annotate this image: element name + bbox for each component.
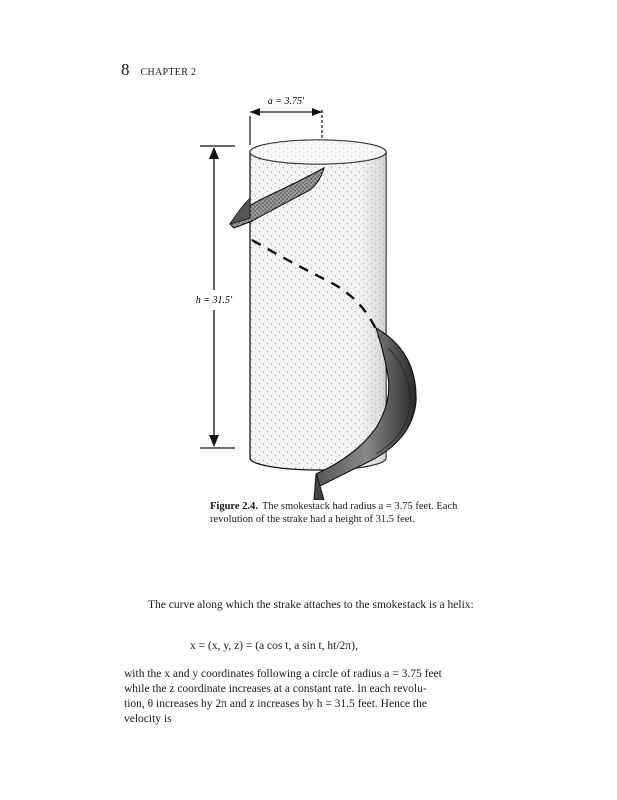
height-arrow-top bbox=[209, 147, 219, 159]
helix-equation: x = (x, y, z) = (a cos t, a sin t, ht/2π), bbox=[190, 640, 358, 652]
smokestack-diagram bbox=[190, 90, 430, 500]
caption-label: Figure 2.4. bbox=[210, 501, 258, 512]
radius-arrow-left bbox=[250, 108, 260, 116]
running-header bbox=[121, 60, 196, 80]
chapter-title: CHAPTER 2 bbox=[140, 67, 197, 78]
paragraph-helix-intro: The curve along which the strake attaches to the smokestack is a helix: bbox=[148, 599, 474, 611]
text-line: while the z coordinate increases at a constant rate. In each revolu- bbox=[124, 683, 427, 695]
text-line: velocity is bbox=[124, 713, 172, 725]
height-label: h = 31.5' bbox=[195, 295, 233, 306]
radius-arrow-right bbox=[312, 108, 322, 116]
text-line: with the x and y coordinates following a circle of radius a = 3.75 feet bbox=[124, 668, 442, 680]
smokestack-figure bbox=[190, 90, 430, 500]
page-number: 8 bbox=[121, 60, 130, 79]
caption-text: The smokestack had radius a = 3.75 feet. Each revolution of the strake had a height of 31.5 feet. bbox=[210, 501, 458, 525]
paragraph-helix-description bbox=[124, 667, 504, 727]
radius-label: a = 3.75' bbox=[267, 96, 305, 107]
text-line: tion, θ increases by 2π and z increases by h = 31.5 feet. Hence the bbox=[124, 698, 427, 710]
figure-caption bbox=[210, 500, 460, 526]
height-arrow-bottom bbox=[209, 435, 219, 447]
